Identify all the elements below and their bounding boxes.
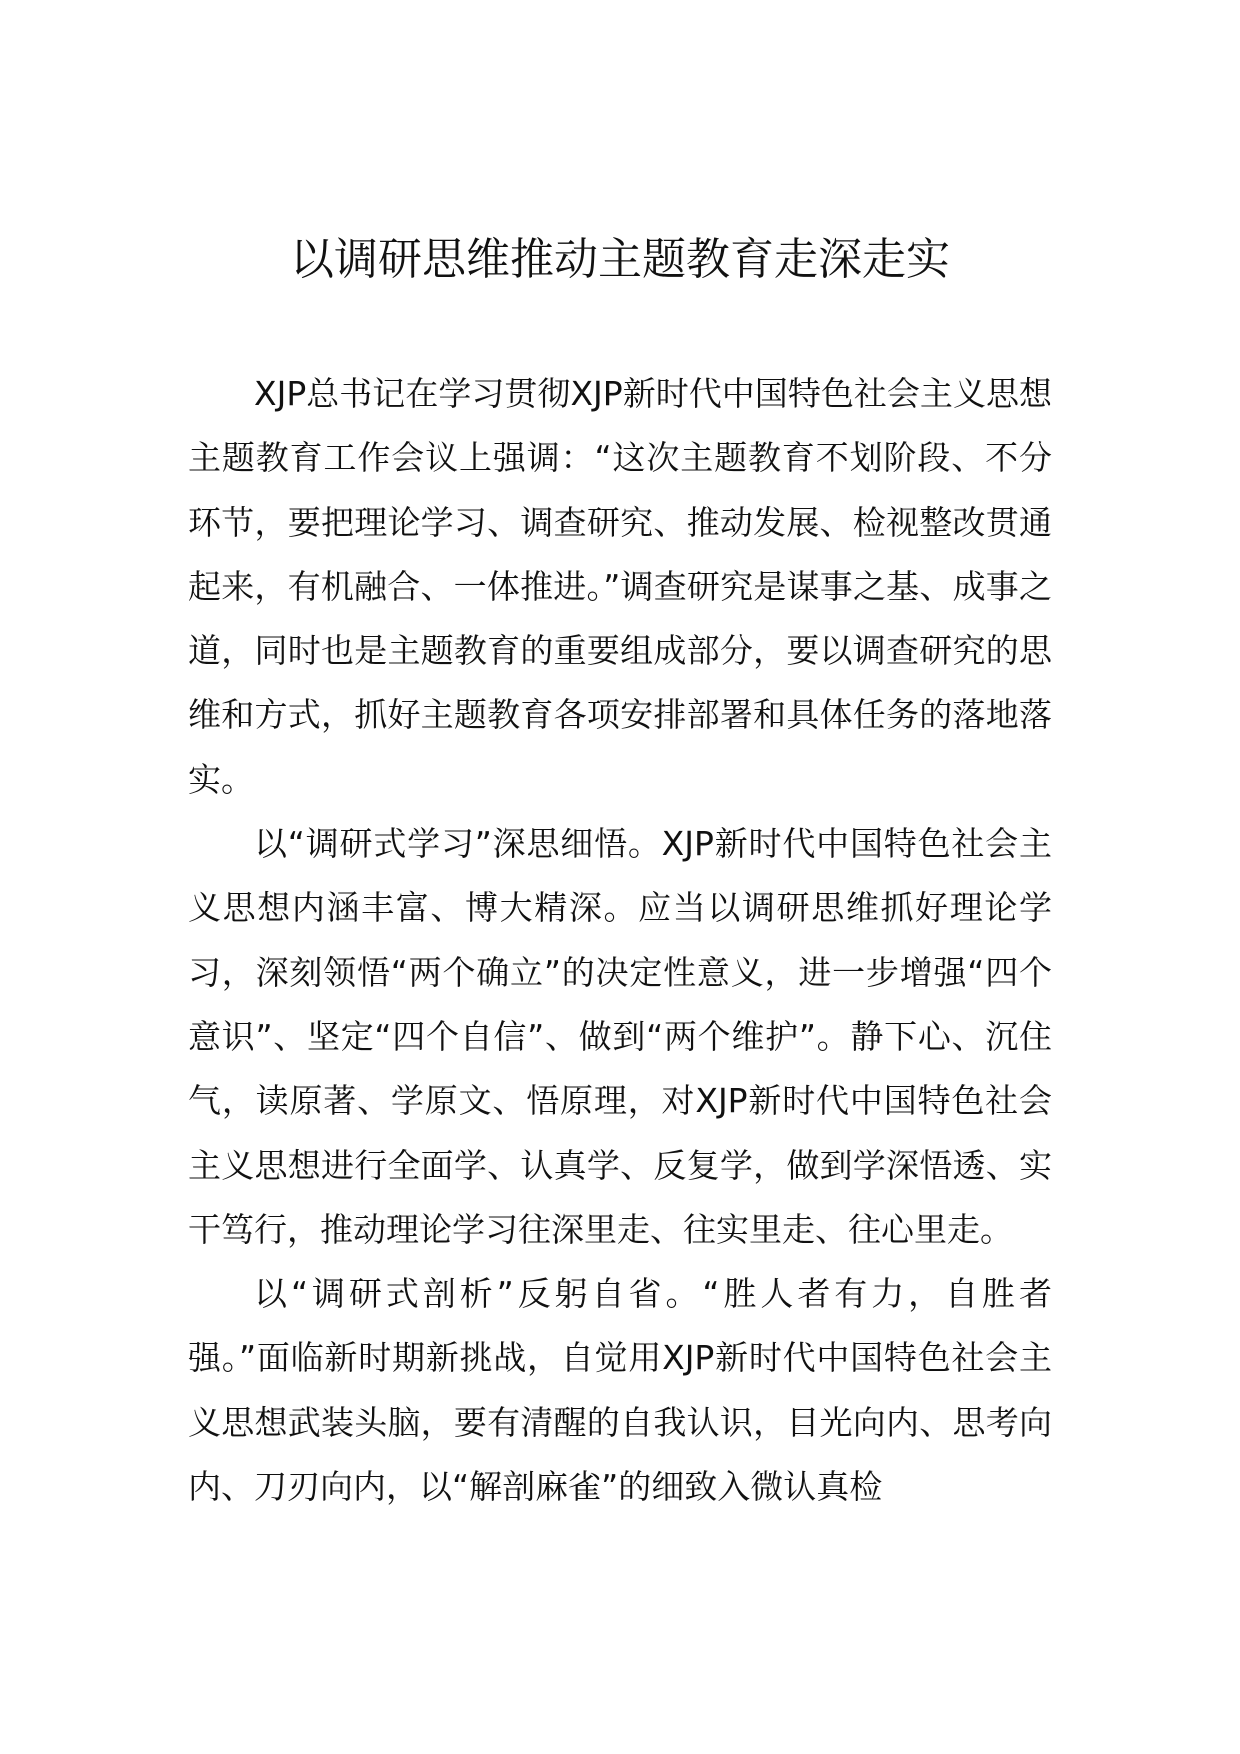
paragraph-2: 以“调研式学习”深思细悟。XJP新时代中国特色社会主义思想内涵丰富、博大精深。应当以调研思维抓好理论学习，深刻领悟“两个确立”的决定性意义，进一步增强“四个意识”、坚定“四个自信”、做到“两个维护”。静下心、沉住气，读原著、学原文、悟原理，对XJP新时代中国特色社会主义思想进行全面学、认真学、反复学，做到学深悟透、实干笃行，推动理论学习往深里走、往实里走、往心里走。	[188, 824, 1052, 1249]
paragraph-3: 以“调研式剖析”反躬自省。“胜人者有力，自胜者强。”面临新时期新挑战，自觉用XJP新时代中国特色社会主义思想武装头脑，要有清醒的自我认识，目光向内、思考向内、刀刃向内，以“解剖麻雀”的细致入微认真检	[188, 1274, 1052, 1507]
document-body	[188, 362, 1052, 1519]
paragraph-1: XJP总书记在学习贯彻XJP新时代中国特色社会主义思想主题教育工作会议上强调：“这次主题教育不划阶段、不分环节，要把理论学习、调查研究、推动发展、检视整改贯通起来，有机融合、一体推进。”调查研究是谋事之基、成事之道，同时也是主题教育的重要组成部分，要以调查研究的思维和方式，抓好主题教育各项安排部署和具体任务的落地落实。	[188, 374, 1052, 799]
document-title: 以调研思维推动主题教育走深走实	[290, 234, 950, 285]
